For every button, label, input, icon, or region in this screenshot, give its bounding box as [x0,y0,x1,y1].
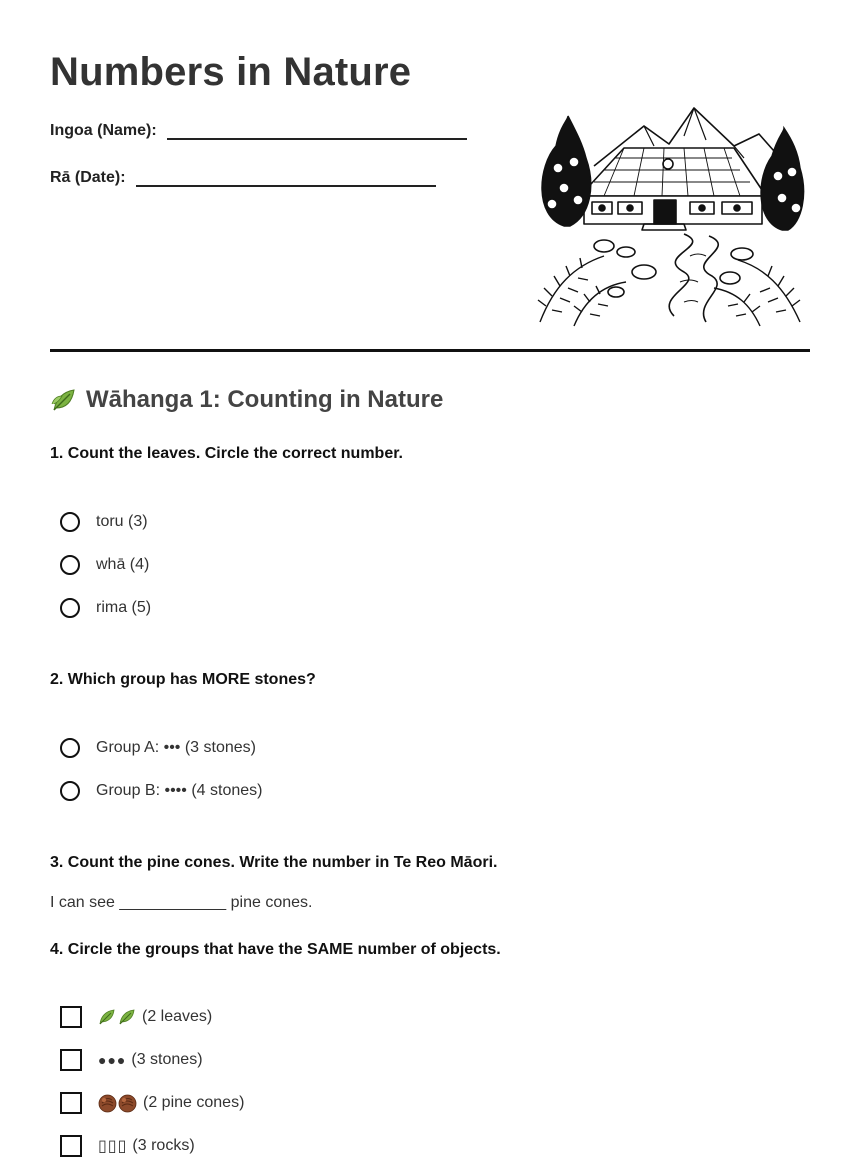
leaf-icon [118,1008,136,1026]
pinecone-icon [118,1094,137,1113]
radio-button[interactable] [60,598,80,618]
q1-option-1[interactable] [60,512,148,532]
checkbox[interactable] [60,1049,82,1071]
option-label: Group A: ••• (3 stones) [96,739,256,756]
q1-option-2[interactable] [60,555,149,575]
name-input-line[interactable] [167,120,467,140]
checkbox[interactable] [60,1006,82,1028]
header-divider [50,349,810,352]
checkbox[interactable] [60,1135,82,1157]
question-3: 3. Count the pine cones. Write the number in Te Reo Māori. [50,854,498,871]
answer-blank[interactable]: ____________ [119,894,227,911]
section-title-text: Wāhanga 1: Counting in Nature [86,386,444,413]
q2-option-b[interactable] [60,781,262,801]
pinecone-icon [98,1094,117,1113]
sentence-start: I can see [50,894,115,911]
rock-symbols: ▯▯▯ [98,1138,128,1155]
option-label: (3 rocks) [132,1137,195,1154]
sentence-end: pine cones. [230,894,313,911]
option-label: whā (4) [96,556,150,573]
q4-option-leaves[interactable] [60,1006,212,1028]
date-field [50,167,436,187]
name-field [50,120,467,140]
radio-button[interactable] [60,555,80,575]
option-label: toru (3) [96,513,148,530]
question-1: 1. Count the leaves. Circle the correct number. [50,445,403,462]
date-label: Rā (Date): [50,169,126,186]
q4-option-pinecones[interactable] [60,1092,244,1114]
name-label: Ingoa (Name): [50,122,157,139]
page-title: Numbers in Nature [50,50,412,94]
stone-symbols: ●●● [98,1052,127,1068]
q4-option-stones[interactable] [60,1049,203,1071]
question-2: 2. Which group has MORE stones? [50,671,316,688]
q1-option-3[interactable] [60,598,151,618]
option-label: rima (5) [96,599,152,616]
checkbox[interactable] [60,1092,82,1114]
date-input-line[interactable] [136,167,436,187]
option-label: (2 pine cones) [143,1094,245,1111]
q2-option-a[interactable] [60,738,256,758]
leaf-icon [50,386,78,414]
radio-button[interactable] [60,738,80,758]
leaf-pair-icon [98,1008,136,1026]
radio-button[interactable] [60,781,80,801]
option-label: Group B: •••• (4 stones) [96,782,263,799]
leaf-icon [98,1008,116,1026]
option-label: (2 leaves) [142,1008,213,1025]
q4-option-rocks[interactable] [60,1135,195,1157]
wharenui-illustration [534,106,806,328]
section-title [50,386,443,414]
radio-button[interactable] [60,512,80,532]
pinecone-pair-icon [98,1094,137,1113]
q3-sentence [50,894,312,912]
question-4: 4. Circle the groups that have the SAME number of objects. [50,941,501,958]
option-label: (3 stones) [131,1051,203,1068]
